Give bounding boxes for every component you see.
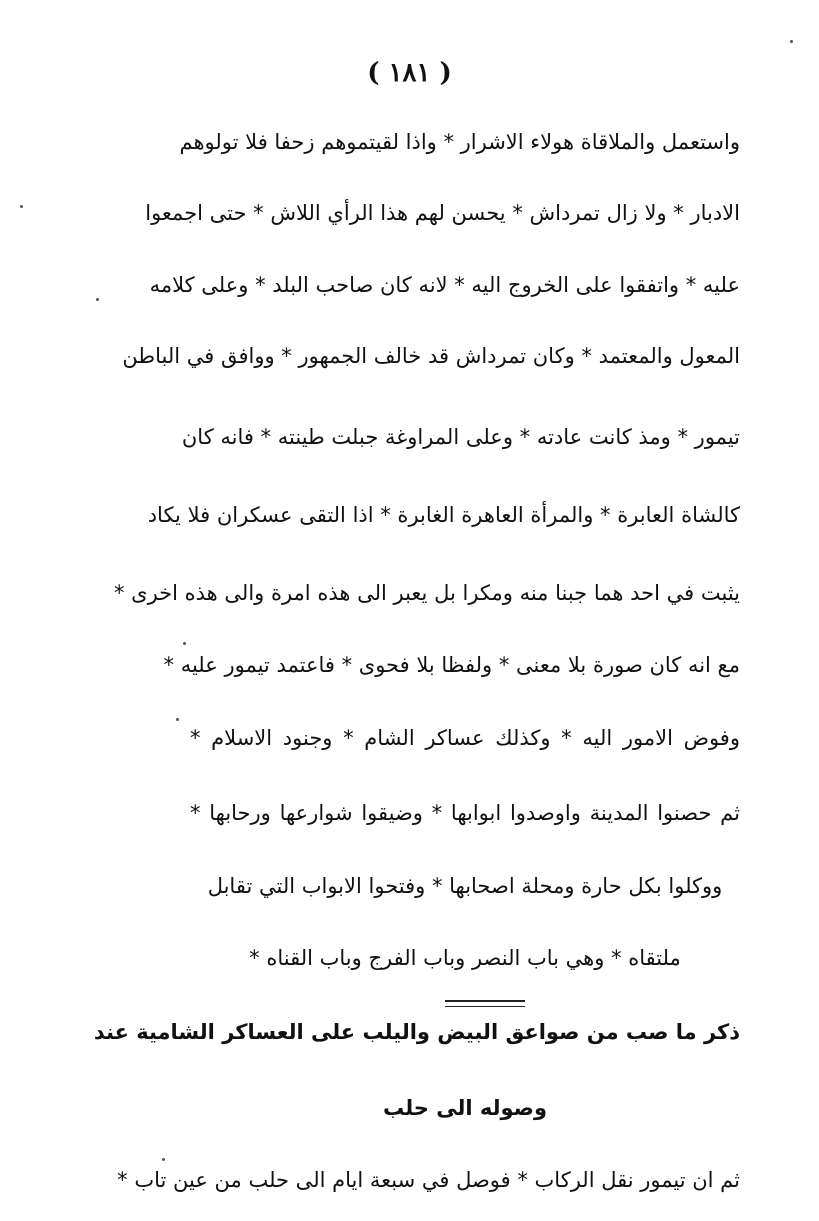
- text-line-7: يثبت في احد هما جبنا منه ومكرا بل يعبر الى هذه امرة والى هذه اخرى *: [113, 581, 740, 605]
- text-line-11: ووكلوا بكل حارة ومحلة اصحابها * وفتحوا الابواب التي تقابل: [207, 874, 723, 898]
- text-line-9: وفوض الامور اليه * وكذلك عساكر الشام * وجنود الاسلام *: [190, 726, 740, 750]
- text-line-12: ملتقاه * وهي باب النصر وباب الفرج وباب القناه *: [249, 946, 681, 970]
- text-line-final: ثم ان تيمور نقل الركاب * فوصل في سبعة ايام الى حلب من عين تاب *: [117, 1168, 740, 1192]
- main-text-block: [93, 0, 740, 1221]
- text-line-10: ثم حصنوا المدينة واوصدوا ابوابها * وضيقوا شوارعها ورحابها *: [190, 801, 740, 825]
- text-line-5: تيمور * ومذ كانت عادته * وعلى المراوغة جبلت طينته * فانه كان: [181, 425, 740, 449]
- section-heading: ذكر ما صب من صواعق البيض واليلب على العساكر الشامية عند: [93, 1020, 740, 1044]
- text-line-8: مع انه كان صورة بلا معنى * ولفظا بلا فحوى * فاعتمد تيمور عليه *: [163, 653, 740, 677]
- section-divider-ornament: [445, 1000, 525, 1007]
- page-number: ( ١٨١ ): [367, 58, 452, 88]
- scan-speck: [790, 40, 793, 43]
- text-line-6: كالشاة العابرة * والمرأة العاهرة الغابرة * اذا التقى عسكران فلا يكاد: [147, 503, 740, 527]
- scan-speck: [96, 298, 99, 301]
- text-line-1: واستعمل والملاقاة هولاء الاشرار * واذا لقيتموهم زحفا فلا تولوهم: [179, 130, 740, 154]
- scan-speck: [183, 642, 186, 645]
- text-line-2: الادبار * ولا زال تمرداش * يحسن لهم هذا الرأي اللاش * حتى اجمعوا: [145, 201, 740, 225]
- scan-speck: [162, 1158, 165, 1161]
- section-heading-continued: وصوله الى حلب: [382, 1096, 548, 1120]
- text-line-3: عليه * واتفقوا على الخروج اليه * لانه كان صاحب البلد * وعلى كلامه: [149, 273, 740, 297]
- scan-speck: [20, 205, 23, 208]
- text-line-4: المعول والمعتمد * وكان تمرداش قد خالف الجمهور * ووافق في الباطن: [122, 344, 740, 368]
- scan-speck: [176, 718, 179, 721]
